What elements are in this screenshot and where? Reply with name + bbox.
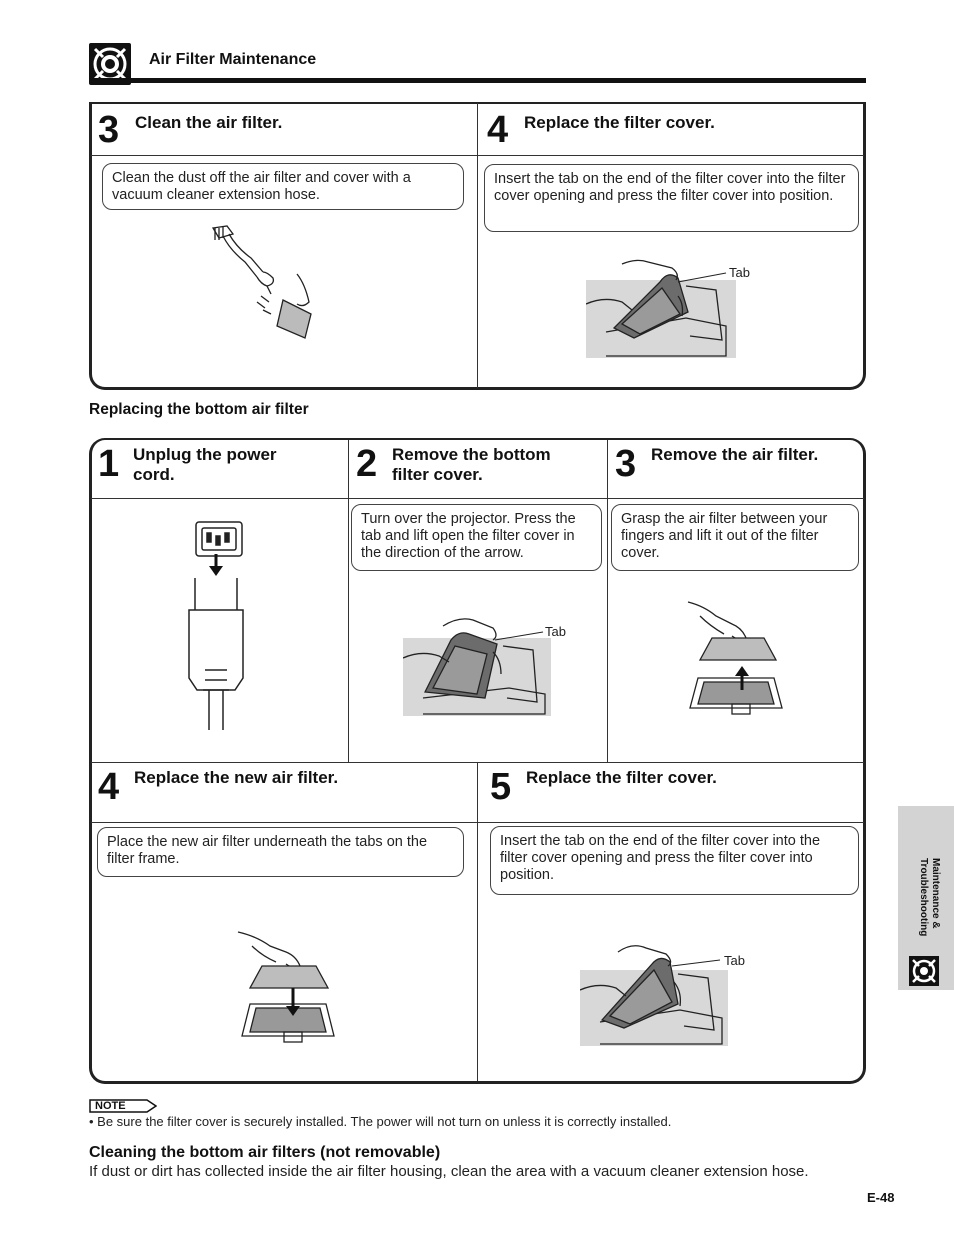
bottom-step-4-number: 4 <box>98 766 120 808</box>
top-panel-divider <box>477 103 478 388</box>
side-tab-line2: Troubleshooting <box>918 858 929 937</box>
note-text: • Be sure the filter cover is securely installed. The power will not turn on unless it is correctly installed. <box>89 1114 672 1129</box>
filter-cover-replace-illustration <box>586 240 736 358</box>
page-title: Air Filter Maintenance <box>149 51 317 68</box>
top-step-4-tab-label: Tab <box>729 265 750 280</box>
note-badge <box>89 1099 157 1113</box>
bottom-step-5-callout: Insert the tab on the end of the filter cover into the filter cover opening and press the filter cover into position. <box>490 826 859 895</box>
air-filter-remove-illustration <box>686 598 786 716</box>
bottom-step-2-callout: Turn over the projector. Press the tab and lift open the filter cover in the direction of the arrow. <box>351 504 602 571</box>
bottom-step-3-title-line1: Remove the air filter. <box>651 445 819 464</box>
bottom-cover-remove-illustration <box>403 598 551 716</box>
top-step-3-title: Clean the air filter. <box>135 113 283 132</box>
side-tab-line1: Maintenance & <box>930 858 941 929</box>
cleaning-heading: Cleaning the bottom air filters (not removable) <box>89 1144 441 1161</box>
air-filter-replace-illustration <box>236 928 340 1044</box>
bottom-step-5-tab-label: Tab <box>724 953 745 968</box>
bottom-step-1-title-line2: cord. <box>133 465 175 484</box>
top-step-3-number: 3 <box>98 109 120 151</box>
bottom-step-4-title: Replace the new air filter. <box>134 768 339 787</box>
bottom-step-2-number: 2 <box>356 443 378 485</box>
note-badge-label: NOTE <box>95 1100 126 1112</box>
bottom-row2-title-rule <box>91 822 864 823</box>
bottom-cover-replace-illustration <box>580 930 728 1046</box>
bottom-step-3-number: 3 <box>615 443 637 485</box>
side-maintenance-icon <box>909 956 939 986</box>
bottom-step-2-title-line2: filter cover. <box>392 465 483 484</box>
bottom-step-2-tab-label: Tab <box>545 624 566 639</box>
bottom-step-5-number: 5 <box>490 766 512 808</box>
bottom-step-4-callout: Place the new air filter underneath the tabs on the filter frame. <box>97 827 464 877</box>
bottom-row1-divider-b <box>607 440 608 762</box>
section-heading-bottom-filter: Replacing the bottom air filter <box>89 401 309 418</box>
bottom-step-1-title-line1: Unplug the power <box>133 445 277 464</box>
top-step-4-title: Replace the filter cover. <box>524 113 715 132</box>
page-number: E-48 <box>867 1190 895 1205</box>
vacuum-cleaning-illustration <box>205 222 325 342</box>
bottom-step-2-title-line1: Remove the bottom <box>392 445 551 464</box>
bottom-row1-title-rule <box>91 498 864 499</box>
top-step-3-callout: Clean the dust off the air filter and cover with a vacuum cleaner extension hose. <box>102 163 464 210</box>
top-panel-title-rule <box>91 155 864 156</box>
power-plug-illustration <box>185 520 247 732</box>
cleaning-text: If dust or dirt has collected inside the air filter housing, clean the area with a vacuum cleaner extension hose. <box>89 1163 809 1180</box>
bottom-row1-divider-a <box>348 440 349 762</box>
header-rule <box>89 78 866 83</box>
bottom-step-3-callout: Grasp the air filter between your fingers and lift it out of the filter cover. <box>611 504 859 571</box>
bottom-step-5-title: Replace the filter cover. <box>526 768 717 787</box>
top-step-4-callout: Insert the tab on the end of the filter cover into the filter cover opening and press the filter cover into position. <box>484 164 859 232</box>
side-tab-label <box>917 858 941 936</box>
top-step-4-number: 4 <box>487 109 509 151</box>
bottom-step-1-number: 1 <box>98 443 120 485</box>
bottom-row2-divider <box>477 762 478 1081</box>
